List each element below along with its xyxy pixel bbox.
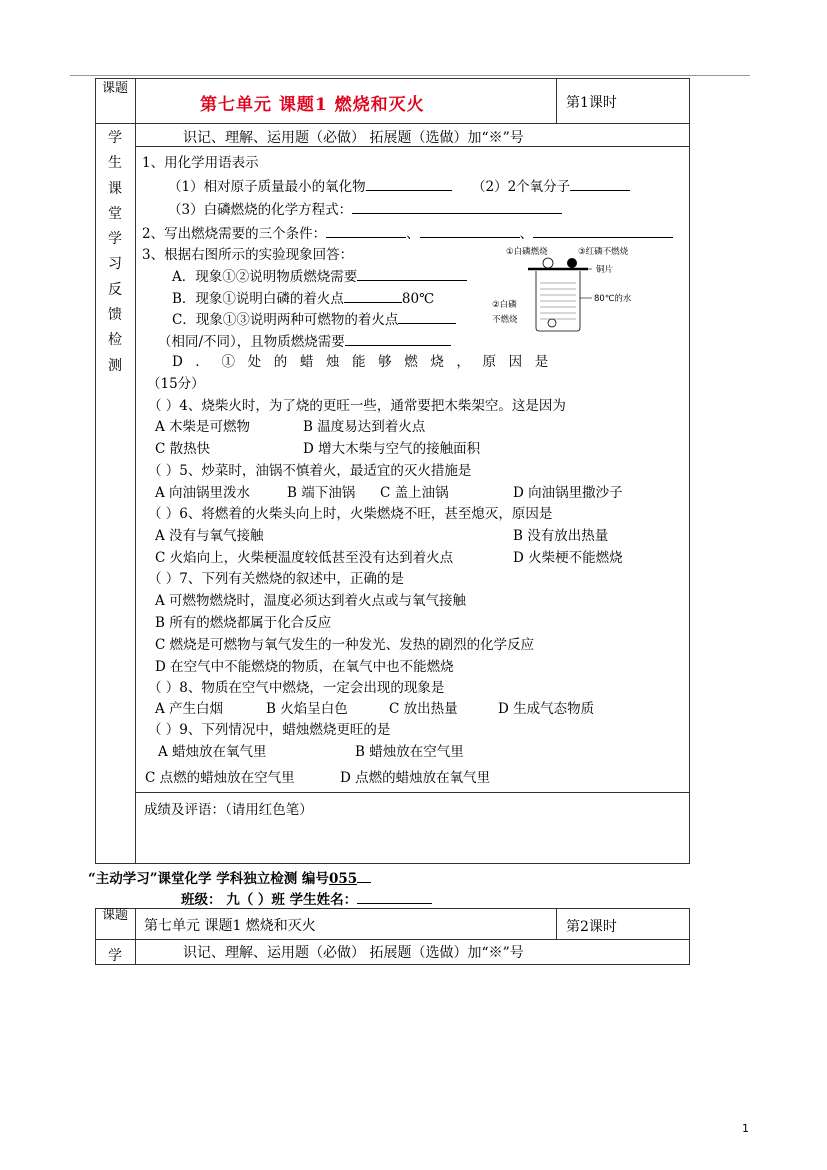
question-1b-text: （2）2个氧分子 bbox=[472, 179, 571, 195]
answer-blank[interactable] bbox=[357, 266, 467, 281]
question-5: （ ）5、炒菜时，油锅不慎着火，最适宜的灭火措施是 bbox=[148, 463, 472, 479]
col-divider bbox=[135, 78, 136, 864]
option-7c: C 燃烧是可燃物与氧气发生的一种发光、发热的剧烈的化学反应 bbox=[155, 637, 535, 653]
side-label-char: 课 bbox=[108, 180, 122, 197]
option-7b: B 所有的燃烧都属于化合反应 bbox=[155, 615, 332, 631]
row-divider bbox=[95, 123, 690, 124]
question-3d-score: （15分） bbox=[147, 376, 205, 392]
period-label: 第2课时 bbox=[566, 919, 617, 935]
experiment-figure bbox=[488, 243, 668, 335]
question-1a bbox=[168, 175, 452, 195]
figure-label-2a: ②白磷 bbox=[492, 300, 517, 310]
instructions: 识记、理解、运用题（必做） 拓展题（选做）加“※”号 bbox=[183, 130, 524, 146]
option-6c: C 火焰向上，火柴梗温度较低甚至没有达到着火点 bbox=[155, 550, 454, 566]
answer-blank[interactable] bbox=[533, 223, 673, 238]
question-3c bbox=[172, 308, 456, 328]
option-4a: A 木柴是可燃物 bbox=[155, 419, 251, 435]
white-phosphorus-2 bbox=[548, 319, 556, 327]
question-3c2-text: （相同/不同），且物质燃烧需要 bbox=[158, 334, 345, 350]
question-1: 1、用化学用语表示 bbox=[142, 155, 259, 171]
question-3c-text: C．现象①③说明两种可燃物的着火点 bbox=[172, 312, 399, 328]
answer-blank[interactable] bbox=[344, 288, 402, 303]
col-divider bbox=[556, 908, 557, 939]
question-3b bbox=[172, 287, 434, 307]
side-label-char: 馈 bbox=[108, 307, 122, 324]
option-7a: A 可燃物燃烧时，温度必须达到着火点或与氧气接触 bbox=[155, 593, 467, 609]
water-lines bbox=[540, 283, 576, 319]
question-3: 3、根据右图所示的实验现象回答： bbox=[142, 247, 354, 263]
lesson-title: 第七单元 课题1 燃烧和灭火 bbox=[144, 918, 316, 934]
temperature-value: 80℃ bbox=[401, 291, 435, 307]
option-8b: B 火焰呈白色 bbox=[266, 701, 348, 717]
student-info-line bbox=[181, 888, 432, 908]
separator: 、 bbox=[406, 226, 420, 242]
question-8: （ ）8、物质在空气中燃烧，一定会出现的现象是 bbox=[148, 680, 445, 696]
answer-blank[interactable] bbox=[570, 176, 630, 191]
lesson-title: 第七单元 课题1 燃烧和灭火 bbox=[200, 95, 425, 115]
side-label-char: 反 bbox=[108, 281, 122, 298]
option-4b: B 温度易达到着火点 bbox=[303, 419, 426, 435]
option-5c: C 盖上油锅 bbox=[380, 485, 449, 501]
figure-label-2b: 不燃烧 bbox=[492, 315, 518, 325]
answer-blank[interactable] bbox=[366, 176, 452, 191]
side-label-column bbox=[95, 126, 135, 379]
figure-label-water: 80℃的水 bbox=[594, 294, 632, 304]
option-8c: C 放出热量 bbox=[389, 701, 458, 717]
option-6a: A 没有与氧气接触 bbox=[155, 528, 264, 544]
student-info-text: 班级： 九（ ）班 学生姓名： bbox=[181, 892, 358, 908]
option-8d: D 生成气态物质 bbox=[498, 701, 595, 717]
col-divider bbox=[135, 908, 136, 965]
side-label-char: 堂 bbox=[108, 205, 122, 222]
side-label-char: 习 bbox=[108, 256, 122, 273]
page-number: 1 bbox=[742, 1122, 749, 1135]
option-7d: D 在空气中不能燃烧的物质，在氧气中也不能燃烧 bbox=[155, 659, 454, 675]
option-5a: A 向油锅里泼水 bbox=[155, 485, 251, 501]
question-3a bbox=[172, 265, 467, 285]
figure-label-3: ③红磷不燃烧 bbox=[578, 247, 629, 257]
question-2 bbox=[142, 222, 673, 242]
answer-blank[interactable] bbox=[345, 331, 451, 346]
answer-blank[interactable] bbox=[420, 223, 520, 238]
option-9c: C 点燃的蜡烛放在空气里 bbox=[145, 770, 295, 786]
row-divider bbox=[135, 792, 690, 793]
worksheet-header-text: “主动学习”课堂化学 学科独立检测 编号 bbox=[88, 871, 329, 887]
grading-comment: 成绩及评语：（请用红色笔） bbox=[144, 802, 313, 818]
option-6b: B 没有放出热量 bbox=[513, 528, 609, 544]
question-1b bbox=[472, 175, 630, 195]
option-5d: D 向油锅里撒沙子 bbox=[513, 485, 623, 501]
number-blank bbox=[357, 869, 371, 883]
red-phosphorus-3 bbox=[567, 258, 577, 268]
side-label-first: 学 bbox=[108, 948, 122, 964]
side-label-char: 测 bbox=[108, 357, 122, 374]
option-4c: C 散热快 bbox=[155, 441, 211, 457]
question-1a-text: （1）相对原子质量最小的氧化物 bbox=[168, 179, 366, 195]
col-divider bbox=[556, 78, 557, 123]
separator: 、 bbox=[519, 226, 534, 242]
side-label-char: 生 bbox=[108, 155, 122, 172]
white-phosphorus-1 bbox=[543, 258, 553, 268]
question-3c-cont bbox=[158, 330, 451, 350]
worksheet-number: 055 bbox=[328, 871, 358, 887]
question-1c-text: （3）白磷燃烧的化学方程式： bbox=[168, 202, 353, 218]
side-label-char: 检 bbox=[108, 332, 122, 349]
option-9d: D 点燃的蜡烛放在氧气里 bbox=[340, 770, 491, 786]
instructions: 识记、理解、运用题（必做） 拓展题（选做）加“※”号 bbox=[183, 945, 524, 961]
question-4: （ ）4、烧柴火时，为了烧的更旺一些，通常要把木柴架空。这是因为 bbox=[148, 398, 566, 414]
row-divider bbox=[95, 939, 690, 940]
question-3d: D．①处的蜡烛能够燃烧，原因是 bbox=[172, 354, 561, 370]
question-9: （ ）9、下列情况中，蜡烛燃烧更旺的是 bbox=[148, 722, 391, 738]
question-3a-text: A．现象①②说明物质燃烧需要 bbox=[172, 269, 358, 285]
side-label-char: 学 bbox=[108, 231, 122, 248]
answer-blank[interactable] bbox=[352, 199, 562, 214]
worksheet-header bbox=[88, 867, 371, 887]
topic-label: 课题 bbox=[101, 908, 128, 923]
question-6: （ ）6、将燃着的火柴头向上时，火柴燃烧不旺，甚至熄灭，原因是 bbox=[148, 506, 553, 522]
question-7: （ ）7、下列有关燃烧的叙述中，正确的是 bbox=[148, 571, 404, 587]
topic-label: 课题 bbox=[101, 81, 128, 96]
question-2-text: 2、写出燃烧需要的三个条件： bbox=[142, 226, 327, 242]
answer-blank[interactable] bbox=[326, 223, 406, 238]
header-rule bbox=[70, 75, 750, 76]
option-9b: B 蜡烛放在空气里 bbox=[355, 744, 464, 760]
option-6d: D 火柴梗不能燃烧 bbox=[513, 550, 623, 566]
question-1c bbox=[168, 198, 562, 218]
answer-blank[interactable] bbox=[398, 309, 456, 324]
figure-label-1: ①白磷燃烧 bbox=[506, 247, 548, 257]
figure-label-copper: 铜片 bbox=[596, 265, 614, 275]
option-9a: A 蜡烛放在氧气里 bbox=[158, 744, 267, 760]
option-8a: A 产生白烟 bbox=[155, 701, 224, 717]
question-3b-text: B．现象①说明白磷的着火点 bbox=[172, 291, 344, 307]
side-label-char: 学 bbox=[108, 130, 122, 146]
student-name-blank[interactable] bbox=[357, 890, 432, 904]
option-5b: B 端下油锅 bbox=[287, 485, 356, 501]
period-label: 第1课时 bbox=[566, 95, 617, 111]
option-4d: D 增大木柴与空气的接触面积 bbox=[303, 441, 481, 457]
